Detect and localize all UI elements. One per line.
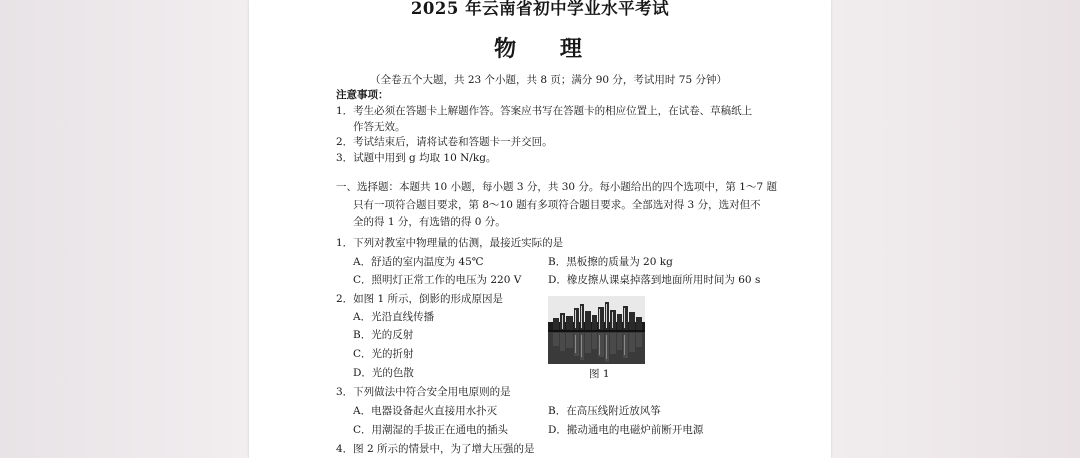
notice-item-3: 3．试题中用到 g 均取 10 N/kg。 — [336, 152, 497, 164]
question-3-option-c: C．用潮湿的手拔正在通电的插头 — [353, 424, 509, 436]
question-3-option-b: B．在高压线附近放风筝 — [548, 405, 661, 417]
notice-item-1-cont: 作答无效。 — [353, 121, 406, 133]
exam-title: 2025 年云南省初中学业水平考试 — [410, 0, 670, 18]
question-1-option-b: B．黑板擦的质量为 20 kg — [548, 256, 673, 268]
question-2-stem: 2．如图 1 所示，倒影的形成原因是 — [336, 293, 504, 305]
subject-title: 物 理 — [494, 36, 600, 62]
question-1-option-a: A．舒适的室内温度为 45℃ — [353, 256, 484, 268]
question-1-stem: 1．下列对教室中物理量的估测，最接近实际的是 — [336, 237, 564, 249]
figure-1-reflection-photo — [548, 296, 645, 364]
notice-heading: 注意事项： — [336, 89, 389, 101]
question-3-option-a: A．电器设备起火直接用水扑灭 — [353, 405, 498, 417]
section1-line-3: 全的得 1 分，有选错的得 0 分。 — [353, 216, 506, 228]
section1-line-2: 只有一项符合题目要求，第 8～10 题有多项符合题目要求。全部选对得 3 分，选对但不 — [353, 199, 761, 211]
question-3-option-d: D．搬动通电的电磁炉前断开电源 — [548, 424, 704, 436]
question-2-option-b: B．光的反射 — [353, 329, 414, 341]
background-left — [0, 0, 248, 458]
question-2-option-a: A．光沿直线传播 — [353, 311, 435, 323]
question-2-option-d: D．光的色散 — [353, 367, 414, 379]
exam-info: （全卷五个大题，共 23 个小题，共 8 页；满分 90 分，考试用时 75 分钟） — [370, 74, 727, 86]
exam-paper — [249, 0, 831, 458]
section1-line-1: 一、选择题：本题共 10 小题，每小题 3 分，共 30 分。每小题给出的四个选项中，第 1～7 题 — [336, 181, 777, 193]
notice-item-1: 1．考生必须在答题卡上解题作答。答案应书写在答题卡的相应位置上，在试卷、草稿纸上 — [336, 105, 753, 117]
background-right — [832, 0, 1080, 458]
question-2-option-c: C．光的折射 — [353, 348, 414, 360]
question-1-option-d: D．橡皮擦从课桌掉落到地面所用时间为 60 s — [548, 274, 761, 286]
question-4-stem: 4．图 2 所示的情景中，为了增大压强的是 — [336, 443, 535, 455]
question-3-stem: 3．下列做法中符合安全用电原则的是 — [336, 386, 511, 398]
question-1-option-c: C．照明灯正常工作的电压为 220 V — [353, 274, 522, 286]
notice-item-2: 2．考试结束后，请将试卷和答题卡一并交回。 — [336, 136, 553, 148]
figure-1-caption: 图 1 — [589, 368, 610, 380]
